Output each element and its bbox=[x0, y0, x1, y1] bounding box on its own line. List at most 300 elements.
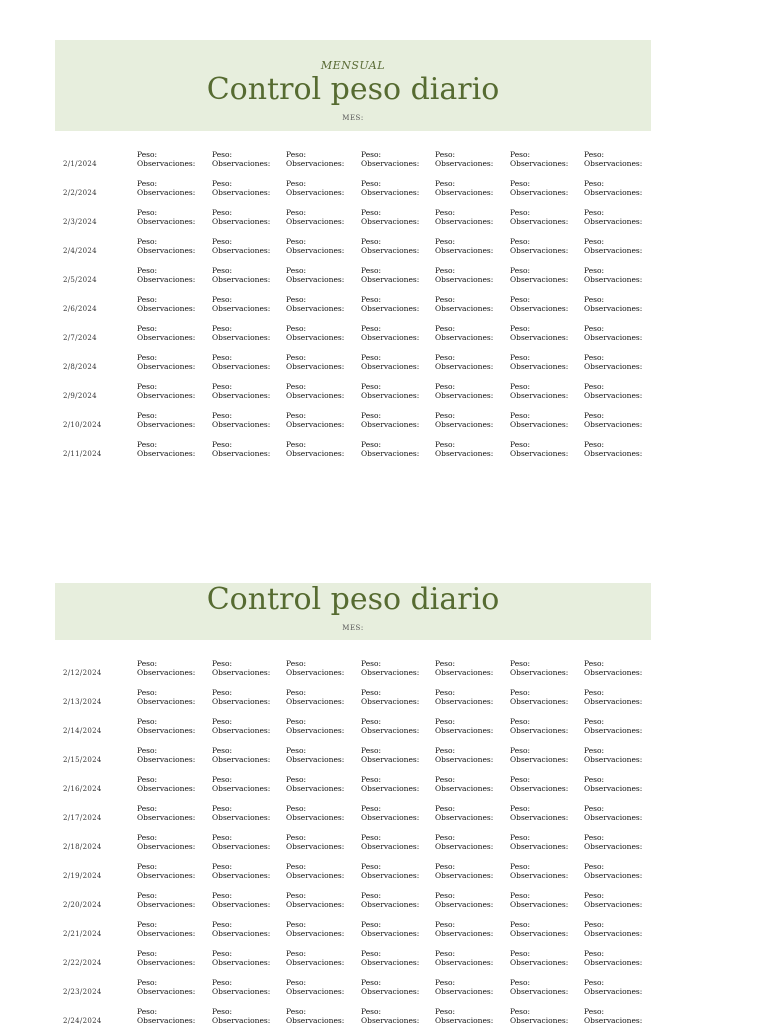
weight-entry-cell[interactable] bbox=[286, 833, 344, 851]
weight-entry-cell[interactable] bbox=[435, 1007, 493, 1025]
weight-entry-cell[interactable] bbox=[286, 208, 344, 226]
weight-label: Peso: bbox=[584, 891, 605, 900]
row-date: 2/12/2024 bbox=[63, 669, 102, 677]
weight-label: Peso: bbox=[510, 324, 531, 333]
weight-entry-cell[interactable] bbox=[435, 659, 493, 677]
weight-entry-cell[interactable] bbox=[584, 295, 642, 313]
notes-label: Observaciones: bbox=[286, 842, 345, 851]
notes-label: Observaciones: bbox=[435, 159, 494, 168]
weight-entry-cell[interactable] bbox=[286, 717, 344, 735]
weight-entry-cell[interactable] bbox=[435, 440, 493, 458]
weight-entry-cell[interactable] bbox=[584, 440, 642, 458]
weight-entry-cell[interactable] bbox=[435, 978, 493, 996]
weight-entry-cell[interactable] bbox=[137, 659, 195, 677]
notes-label: Observaciones: bbox=[361, 755, 420, 764]
weight-entry-cell[interactable] bbox=[137, 411, 195, 429]
weight-entry-cell[interactable] bbox=[137, 746, 195, 764]
weight-entry-cell[interactable] bbox=[510, 440, 568, 458]
weight-entry-cell[interactable] bbox=[361, 775, 419, 793]
notes-label: Observaciones: bbox=[137, 929, 196, 938]
weight-label: Peso: bbox=[510, 237, 531, 246]
weight-entry-cell[interactable] bbox=[510, 804, 568, 822]
weight-entry-cell[interactable] bbox=[137, 353, 195, 371]
weight-entry-cell[interactable] bbox=[435, 804, 493, 822]
weight-label: Peso: bbox=[435, 746, 456, 755]
header-section-2 bbox=[55, 583, 651, 640]
weight-entry-cell[interactable] bbox=[212, 382, 270, 400]
weight-entry-cell[interactable] bbox=[435, 862, 493, 880]
weight-entry-cell[interactable] bbox=[510, 266, 568, 284]
weight-entry-cell[interactable] bbox=[286, 150, 344, 168]
weight-entry-cell[interactable] bbox=[286, 353, 344, 371]
weight-entry-cell[interactable] bbox=[212, 920, 270, 938]
weight-entry-cell[interactable] bbox=[510, 862, 568, 880]
weight-entry-cell[interactable] bbox=[286, 440, 344, 458]
weight-entry-cell[interactable] bbox=[137, 150, 195, 168]
weight-entry-cell[interactable] bbox=[137, 949, 195, 967]
weight-entry-cell[interactable] bbox=[212, 411, 270, 429]
table-row bbox=[55, 150, 651, 179]
weight-entry-cell[interactable] bbox=[137, 804, 195, 822]
notes-label: Observaciones: bbox=[212, 900, 271, 909]
weight-entry-cell[interactable] bbox=[137, 237, 195, 255]
notes-label: Observaciones: bbox=[584, 697, 643, 706]
notes-label: Observaciones: bbox=[435, 449, 494, 458]
notes-label: Observaciones: bbox=[510, 900, 569, 909]
notes-label: Observaciones: bbox=[361, 871, 420, 880]
notes-label: Observaciones: bbox=[584, 900, 643, 909]
weight-entry-cell[interactable] bbox=[584, 237, 642, 255]
weight-entry-cell[interactable] bbox=[510, 775, 568, 793]
notes-label: Observaciones: bbox=[286, 697, 345, 706]
weight-entry-cell[interactable] bbox=[212, 266, 270, 284]
row-date: 2/21/2024 bbox=[63, 930, 102, 938]
weight-entry-cell[interactable] bbox=[137, 1007, 195, 1025]
row-date: 2/11/2024 bbox=[63, 450, 102, 458]
weight-entry-cell[interactable] bbox=[361, 179, 419, 197]
weight-label: Peso: bbox=[510, 891, 531, 900]
weight-entry-cell[interactable] bbox=[361, 295, 419, 313]
notes-label: Observaciones: bbox=[584, 929, 643, 938]
weight-entry-cell[interactable] bbox=[286, 266, 344, 284]
weight-entry-cell[interactable] bbox=[435, 775, 493, 793]
row-date: 2/3/2024 bbox=[63, 218, 97, 226]
notes-label: Observaciones: bbox=[510, 304, 569, 313]
weight-entry-cell[interactable] bbox=[361, 266, 419, 284]
weight-entry-cell[interactable] bbox=[435, 411, 493, 429]
notes-label: Observaciones: bbox=[286, 987, 345, 996]
weight-entry-cell[interactable] bbox=[435, 324, 493, 342]
weight-label: Peso: bbox=[435, 659, 456, 668]
weight-entry-cell[interactable] bbox=[212, 324, 270, 342]
weight-label: Peso: bbox=[286, 804, 307, 813]
weight-label: Peso: bbox=[286, 411, 307, 420]
weight-label: Peso: bbox=[212, 659, 233, 668]
weight-entry-cell[interactable] bbox=[137, 179, 195, 197]
weight-entry-cell[interactable] bbox=[212, 440, 270, 458]
weight-label: Peso: bbox=[137, 266, 158, 275]
notes-label: Observaciones: bbox=[361, 987, 420, 996]
weight-entry-cell[interactable] bbox=[584, 746, 642, 764]
weight-entry-cell[interactable] bbox=[361, 150, 419, 168]
notes-label: Observaciones: bbox=[361, 1016, 420, 1025]
notes-label: Observaciones: bbox=[510, 188, 569, 197]
notes-label: Observaciones: bbox=[361, 842, 420, 851]
weight-entry-cell[interactable] bbox=[212, 150, 270, 168]
notes-label: Observaciones: bbox=[510, 246, 569, 255]
table-row bbox=[55, 920, 651, 949]
row-date: 2/20/2024 bbox=[63, 901, 102, 909]
weight-label: Peso: bbox=[212, 208, 233, 217]
weight-label: Peso: bbox=[286, 949, 307, 958]
notes-label: Observaciones: bbox=[286, 1016, 345, 1025]
row-date: 2/24/2024 bbox=[63, 1017, 102, 1025]
weight-entry-cell[interactable] bbox=[286, 1007, 344, 1025]
weight-entry-cell[interactable] bbox=[286, 688, 344, 706]
weight-entry-cell[interactable] bbox=[361, 891, 419, 909]
notes-label: Observaciones: bbox=[212, 246, 271, 255]
weight-label: Peso: bbox=[435, 717, 456, 726]
weight-entry-cell[interactable] bbox=[584, 659, 642, 677]
weight-label: Peso: bbox=[137, 862, 158, 871]
weight-label: Peso: bbox=[510, 862, 531, 871]
weight-entry-cell[interactable] bbox=[510, 659, 568, 677]
weight-label: Peso: bbox=[510, 775, 531, 784]
weight-entry-cell[interactable] bbox=[584, 1007, 642, 1025]
weight-entry-cell[interactable] bbox=[286, 949, 344, 967]
weight-entry-cell[interactable] bbox=[510, 150, 568, 168]
weight-entry-cell[interactable] bbox=[361, 978, 419, 996]
table-row bbox=[55, 688, 651, 717]
notes-label: Observaciones: bbox=[137, 987, 196, 996]
weight-label: Peso: bbox=[286, 295, 307, 304]
notes-label: Observaciones: bbox=[137, 784, 196, 793]
weight-entry-cell[interactable] bbox=[212, 1007, 270, 1025]
weight-entry-cell[interactable] bbox=[137, 324, 195, 342]
notes-label: Observaciones: bbox=[510, 755, 569, 764]
weight-entry-cell[interactable] bbox=[286, 659, 344, 677]
weight-entry-cell[interactable] bbox=[435, 688, 493, 706]
weight-label: Peso: bbox=[286, 862, 307, 871]
weight-entry-cell[interactable] bbox=[212, 237, 270, 255]
weight-entry-cell[interactable] bbox=[212, 717, 270, 735]
weight-entry-cell[interactable] bbox=[361, 440, 419, 458]
weight-entry-cell[interactable] bbox=[361, 862, 419, 880]
weight-entry-cell[interactable] bbox=[361, 1007, 419, 1025]
weight-label: Peso: bbox=[212, 179, 233, 188]
weight-label: Peso: bbox=[137, 804, 158, 813]
weight-entry-cell[interactable] bbox=[584, 382, 642, 400]
weight-entry-cell[interactable] bbox=[584, 717, 642, 735]
table-row bbox=[55, 804, 651, 833]
notes-label: Observaciones: bbox=[212, 987, 271, 996]
weight-entry-cell[interactable] bbox=[584, 891, 642, 909]
weight-entry-cell[interactable] bbox=[361, 237, 419, 255]
notes-label: Observaciones: bbox=[286, 159, 345, 168]
weight-entry-cell[interactable] bbox=[212, 353, 270, 371]
weight-entry-cell[interactable] bbox=[510, 688, 568, 706]
weight-entry-cell[interactable] bbox=[137, 862, 195, 880]
weight-label: Peso: bbox=[510, 440, 531, 449]
weight-entry-cell[interactable] bbox=[435, 150, 493, 168]
weight-entry-cell[interactable] bbox=[510, 411, 568, 429]
weight-entry-cell[interactable] bbox=[212, 659, 270, 677]
weight-label: Peso: bbox=[286, 150, 307, 159]
weight-entry-cell[interactable] bbox=[584, 353, 642, 371]
notes-label: Observaciones: bbox=[212, 784, 271, 793]
notes-label: Observaciones: bbox=[212, 697, 271, 706]
weight-entry-cell[interactable] bbox=[212, 804, 270, 822]
weight-entry-cell[interactable] bbox=[361, 208, 419, 226]
notes-label: Observaciones: bbox=[510, 958, 569, 967]
weight-entry-cell[interactable] bbox=[435, 353, 493, 371]
weight-entry-cell[interactable] bbox=[212, 833, 270, 851]
weight-entry-cell[interactable] bbox=[510, 382, 568, 400]
notes-label: Observaciones: bbox=[584, 1016, 643, 1025]
notes-label: Observaciones: bbox=[361, 217, 420, 226]
weight-label: Peso: bbox=[212, 775, 233, 784]
notes-label: Observaciones: bbox=[286, 784, 345, 793]
weight-entry-cell[interactable] bbox=[584, 833, 642, 851]
weight-entry-cell[interactable] bbox=[510, 746, 568, 764]
weight-entry-cell[interactable] bbox=[510, 324, 568, 342]
weight-entry-cell[interactable] bbox=[584, 775, 642, 793]
notes-label: Observaciones: bbox=[510, 987, 569, 996]
weight-entry-cell[interactable] bbox=[137, 266, 195, 284]
weight-entry-cell[interactable] bbox=[361, 804, 419, 822]
weight-entry-cell[interactable] bbox=[584, 862, 642, 880]
notes-label: Observaciones: bbox=[435, 188, 494, 197]
notes-label: Observaciones: bbox=[286, 246, 345, 255]
weight-entry-cell[interactable] bbox=[286, 920, 344, 938]
weight-label: Peso: bbox=[510, 804, 531, 813]
notes-label: Observaciones: bbox=[286, 449, 345, 458]
weight-entry-cell[interactable] bbox=[212, 775, 270, 793]
weight-label: Peso: bbox=[212, 382, 233, 391]
notes-label: Observaciones: bbox=[361, 726, 420, 735]
weight-entry-cell[interactable] bbox=[286, 382, 344, 400]
weight-entry-cell[interactable] bbox=[584, 266, 642, 284]
weight-entry-cell[interactable] bbox=[212, 179, 270, 197]
weight-entry-cell[interactable] bbox=[435, 382, 493, 400]
notes-label: Observaciones: bbox=[435, 217, 494, 226]
weight-entry-cell[interactable] bbox=[361, 324, 419, 342]
weight-entry-cell[interactable] bbox=[435, 920, 493, 938]
weight-label: Peso: bbox=[584, 208, 605, 217]
weight-entry-cell[interactable] bbox=[584, 688, 642, 706]
weight-label: Peso: bbox=[435, 775, 456, 784]
weight-entry-cell[interactable] bbox=[137, 978, 195, 996]
notes-label: Observaciones: bbox=[584, 784, 643, 793]
weight-entry-cell[interactable] bbox=[286, 862, 344, 880]
weight-entry-cell[interactable] bbox=[212, 208, 270, 226]
weight-label: Peso: bbox=[212, 804, 233, 813]
weight-entry-cell[interactable] bbox=[435, 266, 493, 284]
weight-entry-cell[interactable] bbox=[286, 746, 344, 764]
notes-label: Observaciones: bbox=[212, 813, 271, 822]
weight-entry-cell[interactable] bbox=[584, 208, 642, 226]
notes-label: Observaciones: bbox=[137, 275, 196, 284]
notes-label: Observaciones: bbox=[361, 188, 420, 197]
weight-entry-cell[interactable] bbox=[435, 237, 493, 255]
notes-label: Observaciones: bbox=[361, 333, 420, 342]
weight-entry-cell[interactable] bbox=[584, 179, 642, 197]
weight-entry-cell[interactable] bbox=[137, 382, 195, 400]
weight-label: Peso: bbox=[286, 353, 307, 362]
notes-label: Observaciones: bbox=[137, 958, 196, 967]
weight-label: Peso: bbox=[584, 266, 605, 275]
weight-label: Peso: bbox=[584, 440, 605, 449]
row-date: 2/10/2024 bbox=[63, 421, 102, 429]
weight-entry-cell[interactable] bbox=[510, 717, 568, 735]
weight-entry-cell[interactable] bbox=[435, 179, 493, 197]
row-date: 2/22/2024 bbox=[63, 959, 102, 967]
weight-label: Peso: bbox=[584, 688, 605, 697]
weight-label: Peso: bbox=[584, 659, 605, 668]
weight-entry-cell[interactable] bbox=[361, 949, 419, 967]
weight-label: Peso: bbox=[510, 949, 531, 958]
weight-entry-cell[interactable] bbox=[361, 659, 419, 677]
weight-entry-cell[interactable] bbox=[510, 833, 568, 851]
row-date: 2/1/2024 bbox=[63, 160, 97, 168]
weight-label: Peso: bbox=[137, 688, 158, 697]
weight-label: Peso: bbox=[212, 717, 233, 726]
weight-entry-cell[interactable] bbox=[137, 295, 195, 313]
notes-label: Observaciones: bbox=[435, 726, 494, 735]
weight-label: Peso: bbox=[584, 833, 605, 842]
weight-entry-cell[interactable] bbox=[510, 949, 568, 967]
notes-label: Observaciones: bbox=[212, 362, 271, 371]
notes-label: Observaciones: bbox=[212, 755, 271, 764]
weight-label: Peso: bbox=[212, 746, 233, 755]
notes-label: Observaciones: bbox=[584, 842, 643, 851]
weight-entry-cell[interactable] bbox=[361, 920, 419, 938]
weight-entry-cell[interactable] bbox=[137, 891, 195, 909]
weight-entry-cell[interactable] bbox=[137, 208, 195, 226]
weight-entry-cell[interactable] bbox=[435, 208, 493, 226]
weight-entry-cell[interactable] bbox=[435, 891, 493, 909]
weight-entry-cell[interactable] bbox=[435, 717, 493, 735]
weight-label: Peso: bbox=[361, 833, 382, 842]
weight-label: Peso: bbox=[584, 1007, 605, 1016]
weight-entry-cell[interactable] bbox=[286, 411, 344, 429]
weight-entry-cell[interactable] bbox=[212, 688, 270, 706]
weight-label: Peso: bbox=[584, 411, 605, 420]
weight-label: Peso: bbox=[361, 237, 382, 246]
notes-label: Observaciones: bbox=[212, 275, 271, 284]
weight-label: Peso: bbox=[435, 1007, 456, 1016]
weight-entry-cell[interactable] bbox=[212, 891, 270, 909]
notes-label: Observaciones: bbox=[286, 188, 345, 197]
notes-label: Observaciones: bbox=[286, 333, 345, 342]
weight-entry-cell[interactable] bbox=[584, 978, 642, 996]
weight-entry-cell[interactable] bbox=[137, 717, 195, 735]
row-date: 2/16/2024 bbox=[63, 785, 102, 793]
weight-entry-cell[interactable] bbox=[212, 746, 270, 764]
notes-label: Observaciones: bbox=[286, 391, 345, 400]
weight-entry-cell[interactable] bbox=[510, 353, 568, 371]
weight-entry-cell[interactable] bbox=[361, 833, 419, 851]
weight-entry-cell[interactable] bbox=[584, 804, 642, 822]
weight-entry-cell[interactable] bbox=[510, 295, 568, 313]
notes-label: Observaciones: bbox=[361, 697, 420, 706]
weight-label: Peso: bbox=[510, 411, 531, 420]
weight-entry-cell[interactable] bbox=[510, 978, 568, 996]
weight-entry-cell[interactable] bbox=[286, 324, 344, 342]
weight-entry-cell[interactable] bbox=[584, 949, 642, 967]
weight-entry-cell[interactable] bbox=[435, 746, 493, 764]
weight-label: Peso: bbox=[286, 324, 307, 333]
weight-entry-cell[interactable] bbox=[584, 150, 642, 168]
row-date: 2/9/2024 bbox=[63, 392, 97, 400]
weight-entry-cell[interactable] bbox=[286, 775, 344, 793]
notes-label: Observaciones: bbox=[584, 420, 643, 429]
weight-entry-cell[interactable] bbox=[137, 440, 195, 458]
weight-entry-cell[interactable] bbox=[137, 688, 195, 706]
table-row bbox=[55, 833, 651, 862]
weight-entry-cell[interactable] bbox=[212, 862, 270, 880]
weight-label: Peso: bbox=[137, 208, 158, 217]
notes-label: Observaciones: bbox=[137, 697, 196, 706]
weight-label: Peso: bbox=[361, 717, 382, 726]
weight-entry-cell[interactable] bbox=[286, 295, 344, 313]
weight-entry-cell[interactable] bbox=[435, 833, 493, 851]
weight-label: Peso: bbox=[584, 237, 605, 246]
notes-label: Observaciones: bbox=[212, 217, 271, 226]
weight-label: Peso: bbox=[510, 659, 531, 668]
weight-entry-cell[interactable] bbox=[137, 833, 195, 851]
weight-entry-cell[interactable] bbox=[510, 208, 568, 226]
weight-entry-cell[interactable] bbox=[510, 891, 568, 909]
row-date: 2/17/2024 bbox=[63, 814, 102, 822]
weight-entry-cell[interactable] bbox=[212, 295, 270, 313]
weight-entry-cell[interactable] bbox=[361, 717, 419, 735]
weight-entry-cell[interactable] bbox=[286, 891, 344, 909]
weight-entry-cell[interactable] bbox=[584, 324, 642, 342]
weight-entry-cell[interactable] bbox=[212, 978, 270, 996]
weight-label: Peso: bbox=[435, 833, 456, 842]
weight-entry-cell[interactable] bbox=[510, 237, 568, 255]
weight-entry-cell[interactable] bbox=[510, 179, 568, 197]
weight-entry-cell[interactable] bbox=[286, 237, 344, 255]
weight-entry-cell[interactable] bbox=[435, 295, 493, 313]
weight-entry-cell[interactable] bbox=[361, 746, 419, 764]
weight-entry-cell[interactable] bbox=[510, 920, 568, 938]
weight-entry-cell[interactable] bbox=[435, 949, 493, 967]
header-section-1 bbox=[55, 40, 651, 131]
weight-entry-cell[interactable] bbox=[361, 688, 419, 706]
weight-label: Peso: bbox=[584, 295, 605, 304]
weight-label: Peso: bbox=[361, 208, 382, 217]
weight-entry-cell[interactable] bbox=[137, 775, 195, 793]
weight-entry-cell[interactable] bbox=[361, 411, 419, 429]
weight-entry-cell[interactable] bbox=[212, 949, 270, 967]
table-row bbox=[55, 978, 651, 1007]
weight-entry-cell[interactable] bbox=[361, 353, 419, 371]
weight-entry-cell[interactable] bbox=[584, 411, 642, 429]
notes-label: Observaciones: bbox=[212, 304, 271, 313]
weight-entry-cell[interactable] bbox=[510, 1007, 568, 1025]
notes-label: Observaciones: bbox=[361, 246, 420, 255]
weight-entry-cell[interactable] bbox=[361, 382, 419, 400]
weight-label: Peso: bbox=[584, 717, 605, 726]
weight-entry-cell[interactable] bbox=[286, 179, 344, 197]
weight-label: Peso: bbox=[137, 237, 158, 246]
weight-entry-cell[interactable] bbox=[286, 804, 344, 822]
weight-entry-cell[interactable] bbox=[137, 920, 195, 938]
weight-entry-cell[interactable] bbox=[286, 978, 344, 996]
weight-entry-cell[interactable] bbox=[584, 920, 642, 938]
